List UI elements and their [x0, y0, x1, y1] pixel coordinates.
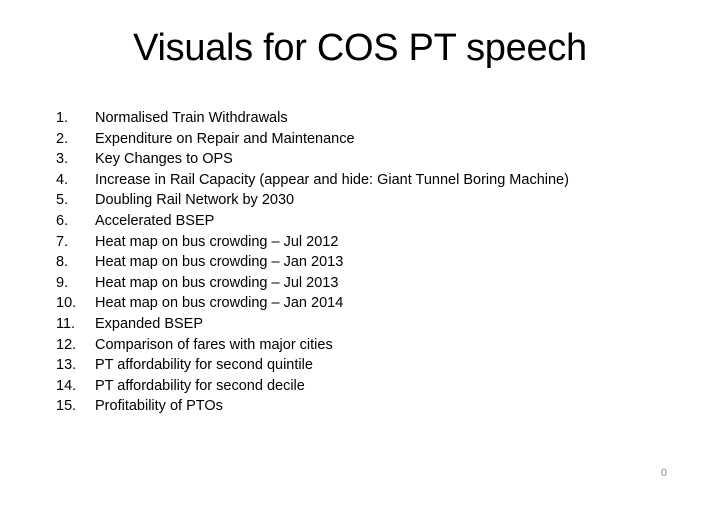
- list-item-number: 10.: [56, 295, 77, 312]
- list-item-text: Increase in Rail Capacity (appear and hide: Giant Tunnel Boring Machine): [95, 171, 569, 188]
- list-item-text: Accelerated BSEP: [95, 212, 215, 229]
- list-item-text: PT affordability for second quintile: [95, 357, 313, 374]
- list-item-text: Key Changes to OPS: [95, 151, 233, 168]
- list-item-number: 4.: [56, 171, 69, 188]
- list-item-text: Expanded BSEP: [95, 315, 204, 332]
- list-item-number: 7.: [56, 233, 69, 250]
- list-item-text: Heat map on bus crowding – Jan 2013: [95, 254, 344, 271]
- list-item-number: 3.: [56, 151, 69, 168]
- slide-title: Visuals for COS PT speech: [133, 27, 587, 69]
- list-item-text: Heat map on bus crowding – Jul 2013: [95, 274, 339, 291]
- list-item-text: Heat map on bus crowding – Jul 2012: [95, 233, 339, 250]
- list-item-number: 2.: [56, 130, 69, 147]
- list-item-text: Heat map on bus crowding – Jan 2014: [95, 295, 344, 312]
- list-item-text: Comparison of fares with major cities: [95, 336, 333, 353]
- list-item-number: 15.: [56, 398, 77, 415]
- list-item-number: 1.: [56, 110, 69, 126]
- page-number: 0: [660, 467, 667, 479]
- list-item-text: Doubling Rail Network by 2030: [95, 192, 295, 209]
- list-item-text: Expenditure on Repair and Maintenance: [95, 130, 355, 147]
- list-item-number: 8.: [56, 254, 69, 271]
- list-item-text: Normalised Train Withdrawals: [95, 110, 288, 126]
- list-item-number: 14.: [56, 377, 77, 394]
- list-item-number: 5.: [56, 192, 69, 209]
- list-item-number: 6.: [56, 212, 69, 229]
- list-item-number: 11.: [56, 315, 76, 332]
- list-item-text: PT affordability for second decile: [95, 377, 305, 394]
- list-item-text: Profitability of PTOs: [95, 398, 223, 415]
- list-item-number: 12.: [56, 336, 77, 353]
- list-item-number: 9.: [56, 274, 69, 291]
- list-item-number: 13.: [56, 357, 77, 374]
